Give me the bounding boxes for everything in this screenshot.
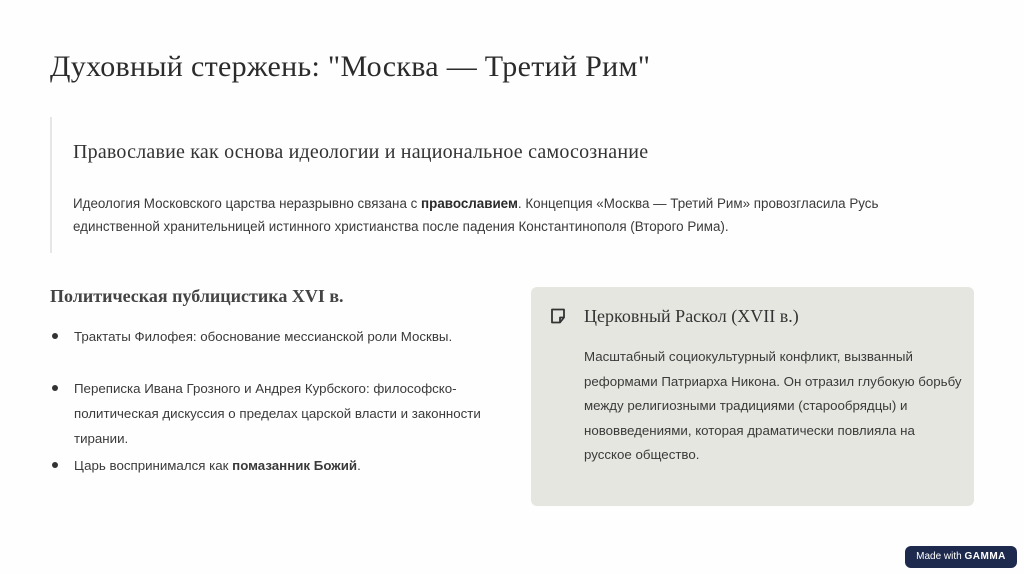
bullet-icon — [52, 333, 58, 339]
bullet-icon — [52, 385, 58, 391]
quote-block — [50, 117, 972, 253]
made-with-gamma-badge[interactable] — [905, 546, 1017, 568]
quote-text-before: Идеология Московского царства неразрывно связана с — [73, 196, 422, 211]
quote-text — [73, 192, 968, 238]
card-text: Масштабный социокультурный конфликт, вызванный реформами Патриарха Никона. Он отразил глубокую борьбу между религиозными традициями (старообрядцы) и нововведениями, которая драматически повлияла на русское общество. — [584, 349, 962, 462]
list-item-text-before: Царь воспринимался как — [74, 458, 233, 473]
bullet-icon — [52, 462, 58, 468]
schism-card — [531, 287, 974, 506]
quote-text-after: . Концепция «Москва — Третий Рим» провозгласила Русь единственной хранительницей истинного христианства после падения Константинополя (Второго Рима). — [73, 196, 879, 234]
slide-title: Духовный стержень: "Москва — Третий Рим" — [50, 50, 651, 83]
list-item — [50, 324, 490, 349]
publicism-section — [50, 286, 500, 473]
quote-text-bold: православием — [421, 196, 518, 211]
publicism-heading: Политическая публицистика XVI в. — [50, 286, 344, 306]
badge-brand: GAMMA — [964, 551, 1006, 562]
list-item-text: Трактаты Филофея: обоснование мессианской роли Москвы. — [74, 329, 453, 344]
badge-prefix: Made with — [916, 551, 965, 562]
note-icon — [549, 307, 567, 325]
list-item — [50, 453, 490, 478]
quote-heading: Православие как основа идеологии и национальное самосознание — [73, 141, 649, 163]
list-item-text: Переписка Ивана Грозного и Андрея Курбского: философско-политическая дискуссия о пределах царской власти и законности тирании. — [74, 381, 481, 446]
list-item-text-after: . — [357, 458, 361, 473]
list-item — [50, 376, 490, 451]
card-title: Церковный Раскол (XVII в.) — [584, 306, 799, 326]
list-item-text — [74, 453, 490, 478]
list-item-text-bold: помазанник Божий — [232, 458, 358, 473]
